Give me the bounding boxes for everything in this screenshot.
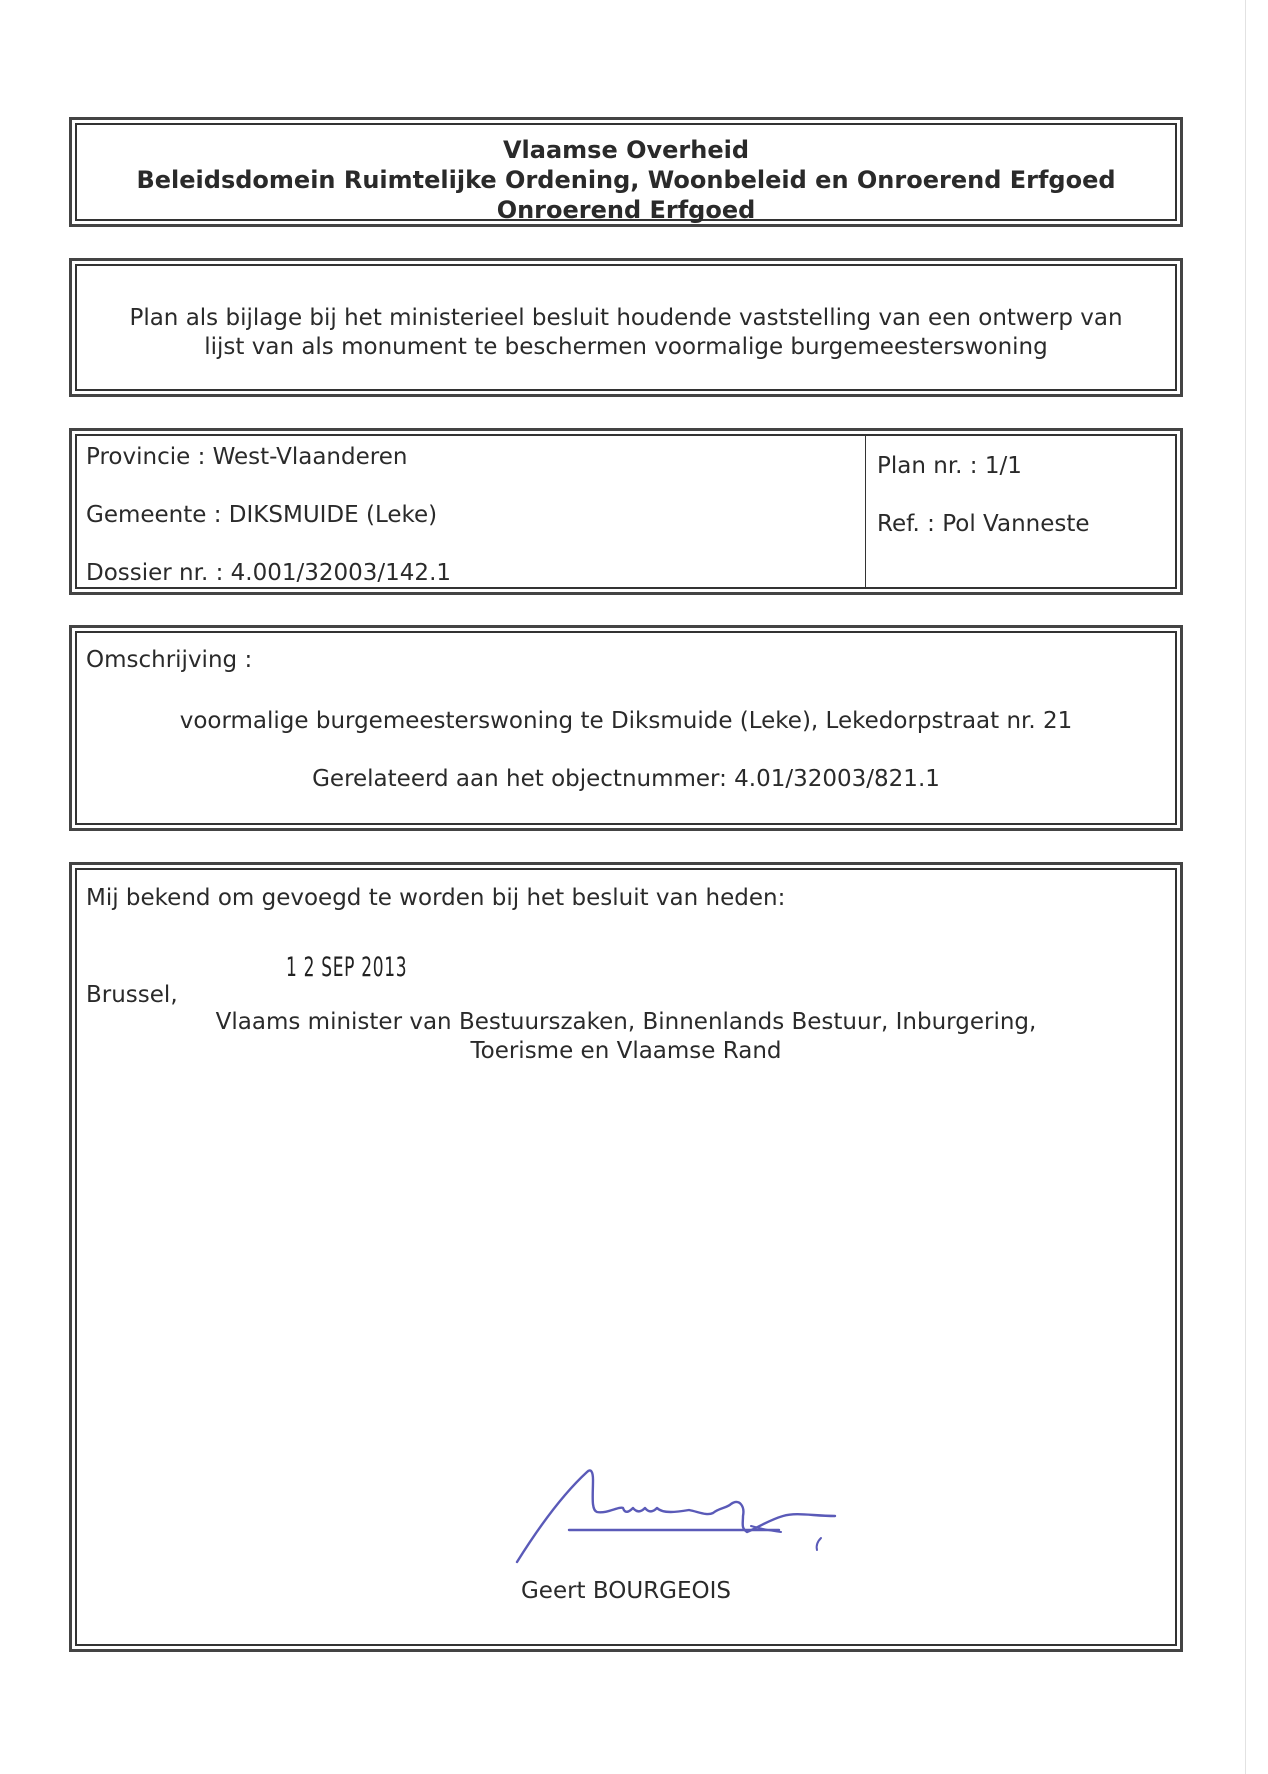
acknowledgement-text: Mij bekend om gevoegd te worden bij het besluit van heden: xyxy=(86,885,786,911)
signature-box xyxy=(69,862,1183,1652)
minister-title-line2: Toerisme en Vlaamse Rand xyxy=(470,1038,782,1064)
plan-description-box xyxy=(69,258,1183,397)
header-box xyxy=(69,117,1183,227)
place-text: Brussel, xyxy=(86,982,178,1008)
description-text: voormalige burgemeesterswoning te Diksmuide (Leke), Lekedorpstraat nr. 21 xyxy=(179,708,1073,734)
signatory-name: Geert BOURGEOIS xyxy=(520,1578,732,1604)
gemeente-field: Gemeente : DIKSMUIDE (Leke) xyxy=(86,502,438,528)
plan-number-field: Plan nr. : 1/1 xyxy=(877,453,1022,479)
provincie-field: Provincie : West-Vlaanderen xyxy=(86,444,408,470)
dossier-field: Dossier nr. : 4.001/32003/142.1 xyxy=(86,560,452,586)
date-stamp: 1 2 SEP 2013 xyxy=(286,952,408,983)
handwritten-signature-icon xyxy=(507,1450,887,1570)
minister-title-line1: Vlaams minister van Bestuurszaken, Binnenlands Bestuur, Inburgering, xyxy=(215,1009,1037,1035)
plan-description-line2: lijst van als monument te beschermen voormalige burgemeesterswoning xyxy=(204,334,1048,360)
description-box xyxy=(69,625,1183,831)
info-column-divider xyxy=(865,436,866,587)
reference-field: Ref. : Pol Vanneste xyxy=(877,511,1090,537)
plan-description-line1: Plan als bijlage bij het ministerieel besluit houdende vaststelling van een ontwerp van xyxy=(129,305,1123,331)
description-label: Omschrijving : xyxy=(86,647,253,673)
header-policy-domain: Beleidsdomein Ruimtelijke Ordening, Woonbeleid en Onroerend Erfgoed xyxy=(136,166,1116,194)
header-agency: Onroerend Erfgoed xyxy=(496,196,756,224)
scan-edge-line xyxy=(1245,0,1246,1774)
info-box xyxy=(69,428,1183,595)
related-object-number: Gerelateerd aan het objectnummer: 4.01/32003/821.1 xyxy=(312,766,940,792)
header-organization: Vlaamse Overheid xyxy=(502,136,750,164)
